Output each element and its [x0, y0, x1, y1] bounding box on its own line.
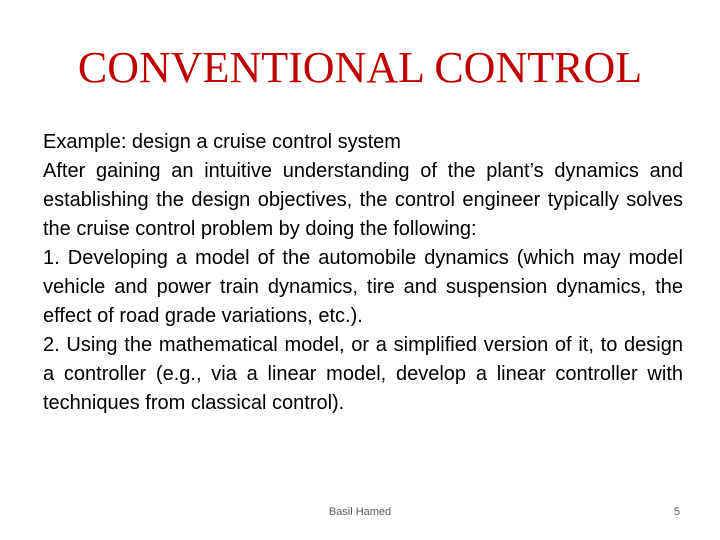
body-paragraph-intro: After gaining an intuitive understanding of the plant’s dynamics and establishing the design objectives, the control engineer typically solves the cruise control problem by doing the following:: [43, 160, 683, 240]
slide-body: [43, 128, 683, 418]
body-paragraph-example: Example: design a cruise control system: [43, 131, 401, 153]
body-paragraph-step-1: 1. Developing a model of the automobile dynamics (which may model vehicle and power train dynamics, tire and suspension dynamics, the effect of road grade variations, etc.).: [43, 247, 683, 327]
footer-author: Basil Hamed: [328, 506, 392, 518]
body-paragraph-step-2: 2. Using the mathematical model, or a simplified version of it, to design a controller (e.g., via a linear model, develop a linear controller with techniques from classical control).: [43, 334, 683, 414]
footer-page-number: 5: [673, 506, 680, 518]
slide-title: CONVENTIONAL CONTROL: [77, 43, 643, 92]
